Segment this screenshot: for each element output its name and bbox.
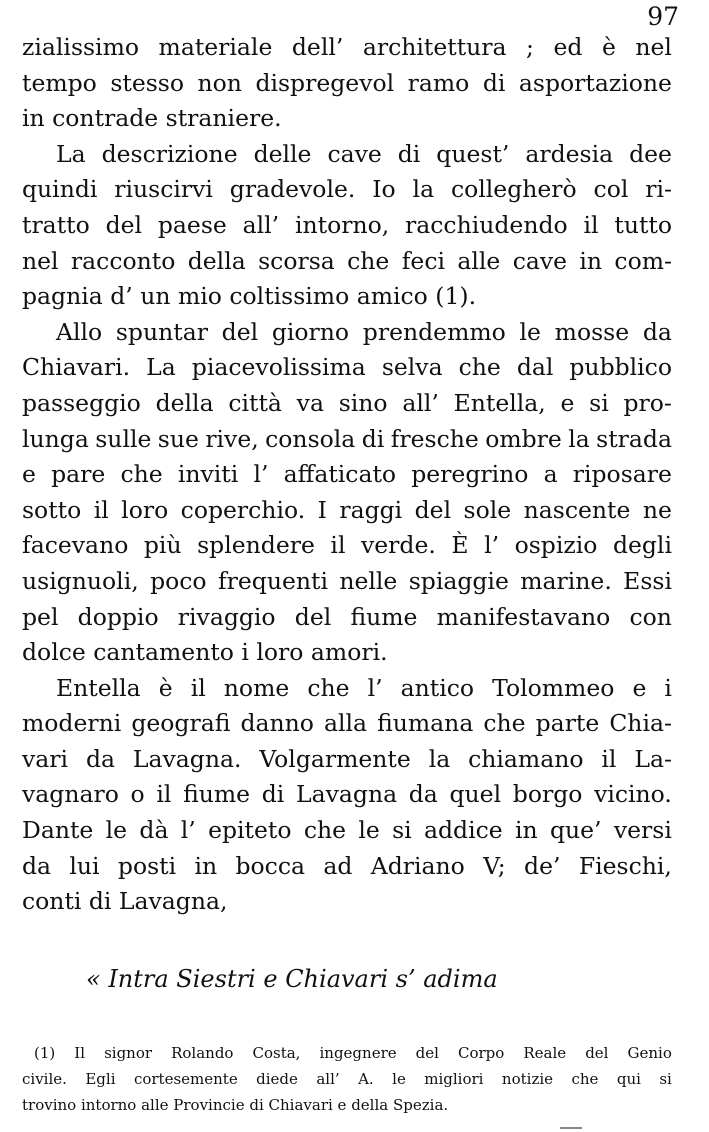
bottom-mark bbox=[560, 1127, 582, 1129]
text-line: usignuoli, poco frequenti nelle spiaggie marine. Essi bbox=[22, 566, 672, 595]
text-line: Allo spuntar del giorno prendemmo le mosse da bbox=[56, 317, 672, 346]
text-line: conti di Lavagna, bbox=[22, 887, 228, 916]
text-line: Dante le dà l’ epiteto che le si addice in que’ versi bbox=[22, 816, 672, 845]
text-line: pagnia d’ un mio coltissimo amico (1). bbox=[22, 282, 477, 311]
text-line: zialissimo materiale dell’ architettura ; ed è nel bbox=[22, 33, 672, 61]
text-line: quindi riuscirvi gradevole. Io la collegherò col ri- bbox=[22, 175, 672, 204]
verse-quote: « Intra Siestri e Chiavari s’ adima bbox=[86, 965, 498, 993]
text-line: facevano più splendere il verde. È l’ ospizio degli bbox=[22, 531, 672, 560]
footnote bbox=[22, 1040, 672, 1118]
text-line: e pare che inviti l’ affaticato peregrino a riposare bbox=[22, 460, 672, 489]
text-line: nel racconto della scorsa che feci alle cave in com- bbox=[22, 246, 672, 275]
text-line: Entella è il nome che l’ antico Tolommeo e i bbox=[56, 673, 672, 702]
page-number: 97 bbox=[647, 2, 679, 31]
body-text bbox=[22, 30, 672, 920]
text-line: da lui posti in bocca ad Adriano V; de’ Fieschi, bbox=[22, 851, 672, 880]
text-line: pel doppio rivaggio del fiume manifestavano con bbox=[22, 602, 672, 631]
footnote-line: (1) Il signor Rolando Costa, ingegnere del Corpo Reale del Genio bbox=[34, 1044, 672, 1062]
text-line: dolce cantamento i loro amori. bbox=[22, 638, 388, 667]
text-line: tempo stesso non dispregevol ramo di asportazione bbox=[22, 68, 672, 97]
text-line: lunga sulle sue rive, consola di fresche ombre la strada bbox=[22, 424, 672, 453]
text-line: sotto il loro coperchio. I raggi del sole nascente ne bbox=[22, 495, 672, 524]
footnote-line: civile. Egli cortesemente diede all’ A. le migliori notizie che qui si bbox=[22, 1070, 672, 1088]
text-line: vagnaro o il fiume di Lavagna da quel borgo vicino. bbox=[22, 780, 672, 809]
text-line: in contrade straniere. bbox=[22, 104, 282, 133]
text-line: vari da Lavagna. Volgarmente la chiamano il La- bbox=[22, 744, 672, 773]
footnote-line: trovino intorno alle Provincie di Chiavari e della Spezia. bbox=[22, 1096, 449, 1114]
text-line: tratto del paese all’ intorno, racchiudendo il tutto bbox=[22, 210, 672, 239]
text-line: passeggio della città va sino all’ Entella, e si pro- bbox=[22, 388, 672, 417]
text-line: Chiavari. La piacevolissima selva che dal pubblico bbox=[22, 353, 672, 382]
text-line: La descrizione delle cave di quest’ ardesia dee bbox=[56, 139, 672, 168]
text-line: moderni geografi danno alla fiumana che parte Chia- bbox=[22, 709, 672, 738]
